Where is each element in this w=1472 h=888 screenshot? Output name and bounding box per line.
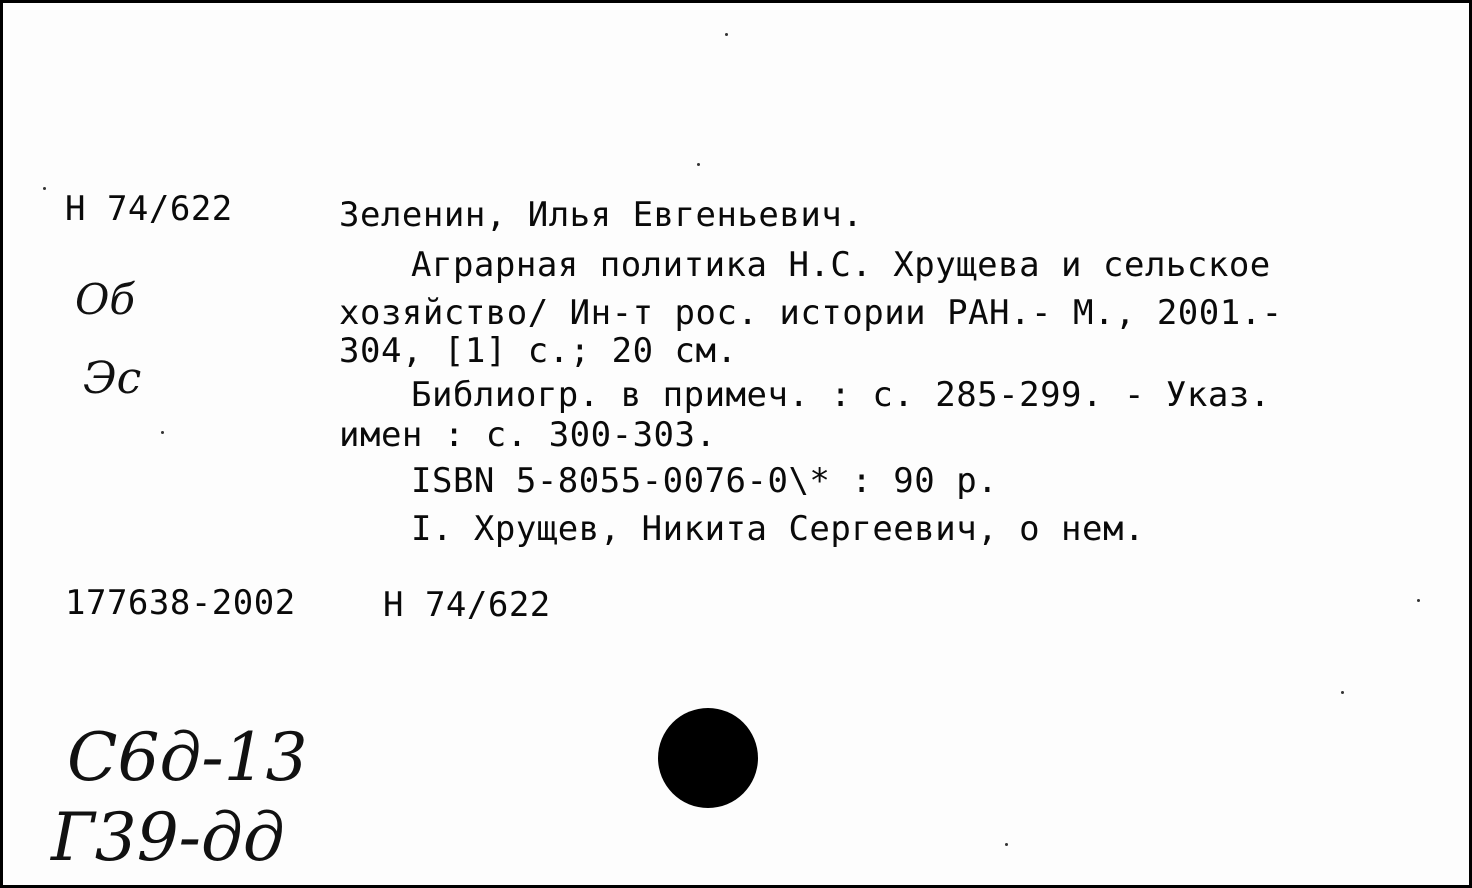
notes-line-2: имен : с. 300-303. bbox=[339, 415, 717, 455]
title-line-3: 304, [1] с.; 20 см. bbox=[339, 331, 738, 371]
subject-heading: I. Хрущев, Никита Сергеевич, о нем. bbox=[411, 509, 1145, 549]
speck bbox=[1005, 843, 1008, 846]
margin-mark-1: Об bbox=[75, 275, 136, 324]
punch-hole bbox=[658, 708, 758, 808]
shelfmark: Н 74/622 bbox=[65, 189, 233, 229]
title-line-1: Аграрная политика Н.С. Хрущева и сельское bbox=[411, 245, 1271, 285]
margin-mark-2: Эс bbox=[83, 353, 142, 404]
isbn-line: ISBN 5-8055-0076-0\* : 90 р. bbox=[411, 461, 999, 501]
speck bbox=[1341, 691, 1344, 694]
handwritten-note-1: С6д-13 bbox=[67, 719, 308, 796]
bottom-shelfmark: Н 74/622 bbox=[383, 585, 551, 625]
speck bbox=[725, 33, 728, 36]
speck bbox=[1417, 599, 1420, 602]
speck bbox=[43, 187, 46, 190]
speck bbox=[161, 431, 164, 434]
inventory-number: 177638-2002 bbox=[65, 583, 296, 623]
title-line-2: хозяйство/ Ин-т рос. истории РАН.- М., 2001.- bbox=[339, 293, 1283, 333]
author-heading: Зеленин, Илья Евгеньевич. bbox=[339, 195, 864, 235]
handwritten-note-2: Г39-дд bbox=[51, 799, 285, 876]
speck bbox=[697, 163, 700, 166]
notes-line-1: Библиогр. в примеч. : с. 285-299. - Указ. bbox=[411, 375, 1271, 415]
